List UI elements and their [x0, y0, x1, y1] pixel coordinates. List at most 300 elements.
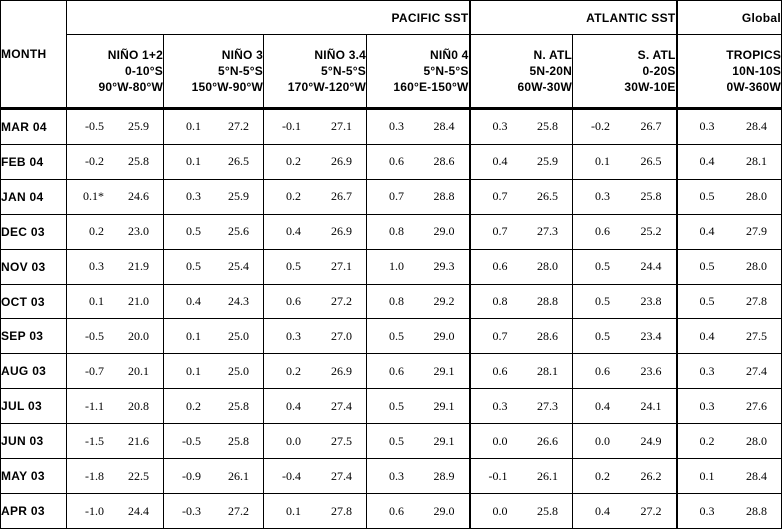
anomaly-value: 0.1 — [186, 154, 201, 169]
value-cell — [67, 354, 164, 389]
value-cell — [67, 109, 164, 145]
region-lat: 5N-20N — [529, 64, 573, 78]
anomaly-value: 0.3 — [389, 119, 404, 134]
sst-value: 26.2 — [640, 468, 662, 483]
anomaly-value: 0.5 — [595, 328, 611, 343]
value-cell — [367, 459, 470, 494]
sst-value: 27.8 — [331, 503, 352, 518]
value-cell — [573, 249, 677, 284]
anomaly-value: 0.7 — [492, 189, 508, 204]
value-cell — [264, 109, 367, 145]
value-cell — [67, 459, 164, 494]
sst-value: 28.4 — [746, 119, 768, 134]
value-cell — [367, 389, 470, 424]
anomaly-value: 0.7 — [492, 224, 508, 239]
month-cell: SEP 03 — [1, 319, 67, 354]
region-name: N. ATL — [533, 48, 573, 62]
sst-value: 25.0 — [228, 363, 249, 378]
anomaly-value: 0.5 — [286, 259, 301, 274]
value-cell — [264, 389, 367, 424]
table-row — [1, 354, 782, 389]
month-cell: JUN 03 — [1, 424, 67, 459]
value-cell — [573, 424, 677, 459]
value-cell — [367, 249, 470, 284]
anomaly-value: 0.6 — [595, 363, 611, 378]
sst-value: 27.2 — [640, 503, 662, 518]
value-cell — [67, 284, 164, 319]
sst-value: 26.5 — [228, 154, 249, 169]
value-cell — [164, 494, 264, 529]
value-cell — [67, 424, 164, 459]
sst-value: 28.0 — [746, 189, 768, 204]
sst-value: 27.3 — [537, 224, 559, 239]
month-cell: MAR 04 — [1, 109, 67, 145]
value-cell — [164, 389, 264, 424]
sst-value: 27.2 — [228, 119, 249, 134]
value-cell — [264, 214, 367, 249]
region-lon: 60W-30W — [517, 80, 573, 94]
anomaly-value: 0.0 — [286, 433, 301, 448]
anomaly-value: 0.5 — [699, 294, 715, 309]
month-cell: JUL 03 — [1, 389, 67, 424]
sst-value: 25.8 — [537, 503, 559, 518]
value-cell — [677, 494, 782, 529]
sst-value: 27.3 — [537, 398, 559, 413]
value-cell — [264, 179, 367, 214]
value-cell — [367, 424, 470, 459]
sst-value: 27.2 — [331, 294, 352, 309]
anomaly-value: 0.0 — [492, 433, 508, 448]
sst-value: 29.0 — [433, 503, 455, 518]
sst-value: 24.4 — [128, 503, 149, 518]
sst-value: 28.9 — [433, 468, 455, 483]
anomaly-value: 0.7 — [492, 328, 508, 343]
anomaly-value: 0.3 — [699, 398, 715, 413]
anomaly-value: 0.3 — [699, 119, 715, 134]
region-name: NIÑO 3.4 — [314, 48, 366, 62]
sst-value: 27.8 — [746, 294, 768, 309]
table-row — [1, 389, 782, 424]
sst-value: 20.0 — [128, 328, 149, 343]
anomaly-value: 0.8 — [492, 294, 508, 309]
value-cell — [164, 354, 264, 389]
anomaly-value: 0.2 — [699, 433, 715, 448]
anomaly-value: 0.1 — [286, 503, 301, 518]
anomaly-value: 0.1 — [699, 468, 715, 483]
anomaly-value: 0.2 — [89, 224, 104, 239]
month-cell: OCT 03 — [1, 284, 67, 319]
sst-value: 27.1 — [331, 259, 352, 274]
sst-value: 24.1 — [640, 398, 662, 413]
pacific-sst-header: PACIFIC SST — [67, 1, 470, 35]
value-cell — [367, 109, 470, 145]
sst-value: 27.2 — [228, 503, 249, 518]
value-cell — [264, 319, 367, 354]
anomaly-value: -0.5 — [85, 328, 104, 343]
region-lon: 30W-10E — [624, 80, 676, 94]
value-cell — [164, 109, 264, 145]
value-cell — [677, 109, 782, 145]
anomaly-value: 0.5 — [186, 224, 201, 239]
value-cell — [67, 144, 164, 179]
value-cell — [470, 214, 573, 249]
anomaly-value: 0.1 — [595, 154, 611, 169]
month-cell: APR 03 — [1, 494, 67, 529]
table-row — [1, 109, 782, 145]
sst-value: 28.1 — [537, 363, 559, 378]
value-cell — [264, 494, 367, 529]
sst-value: 28.8 — [746, 503, 768, 518]
sst-value: 24.4 — [640, 259, 662, 274]
value-cell — [264, 284, 367, 319]
sst-value: 26.1 — [537, 468, 559, 483]
anomaly-value: 0.5 — [595, 294, 611, 309]
value-cell — [573, 284, 677, 319]
sst-value: 26.9 — [331, 224, 352, 239]
region-lon: 170°W-120°W — [287, 80, 366, 94]
value-cell — [470, 459, 573, 494]
value-cell — [164, 179, 264, 214]
value-cell — [470, 389, 573, 424]
sst-value: 26.6 — [537, 433, 559, 448]
sst-value: 26.5 — [640, 154, 662, 169]
region-lon: 90°W-80°W — [98, 80, 163, 94]
anomaly-value: -0.7 — [85, 363, 104, 378]
sst-value: 29.0 — [433, 224, 455, 239]
anomaly-value: 0.3 — [389, 468, 404, 483]
anomaly-value: 0.3 — [595, 189, 611, 204]
region-lon: 0W-360W — [726, 80, 782, 94]
month-cell: JAN 04 — [1, 179, 67, 214]
sst-value: 25.8 — [640, 189, 662, 204]
region-header-nino12 — [67, 35, 164, 109]
anomaly-value: 1.0 — [389, 259, 404, 274]
anomaly-value: 0.6 — [595, 224, 611, 239]
sst-value: 29.1 — [433, 363, 455, 378]
region-lon: 150°W-90°W — [191, 80, 263, 94]
sst-value: 28.6 — [537, 328, 559, 343]
anomaly-value: 0.1 — [186, 328, 201, 343]
anomaly-value: 0.3 — [286, 328, 301, 343]
region-lat: 5°N-5°S — [217, 64, 263, 78]
anomaly-value: 0.6 — [389, 154, 404, 169]
anomaly-value: 0.3 — [699, 503, 715, 518]
table-row — [1, 179, 782, 214]
sst-value: 29.3 — [433, 259, 455, 274]
value-cell — [67, 319, 164, 354]
region-lat: 0-10°S — [124, 64, 163, 78]
sst-value: 25.2 — [640, 224, 662, 239]
anomaly-value: -1.0 — [85, 503, 104, 518]
anomaly-value: -0.4 — [282, 468, 301, 483]
sst-value: 28.8 — [433, 189, 455, 204]
anomaly-value: 0.5 — [699, 259, 715, 274]
sst-value: 23.4 — [640, 328, 662, 343]
table-row — [1, 214, 782, 249]
value-cell — [677, 319, 782, 354]
value-cell — [677, 144, 782, 179]
region-lat: 0-20S — [642, 64, 676, 78]
anomaly-value: -0.9 — [182, 468, 201, 483]
anomaly-value: 0.6 — [492, 259, 508, 274]
sst-value: 26.5 — [537, 189, 559, 204]
region-header-tropics — [677, 35, 782, 109]
value-cell — [573, 354, 677, 389]
month-cell: MAY 03 — [1, 459, 67, 494]
value-cell — [67, 179, 164, 214]
sst-value: 25.8 — [128, 154, 149, 169]
month-cell: AUG 03 — [1, 354, 67, 389]
value-cell — [573, 214, 677, 249]
sst-value: 24.9 — [640, 433, 662, 448]
anomaly-value: 0.3 — [492, 398, 508, 413]
value-cell — [367, 284, 470, 319]
value-cell — [164, 144, 264, 179]
value-cell — [677, 249, 782, 284]
anomaly-value: 0.2 — [286, 189, 301, 204]
value-cell — [677, 424, 782, 459]
sst-value: 26.9 — [331, 154, 352, 169]
anomaly-value: 0.1 — [186, 363, 201, 378]
anomaly-value: 0.3 — [492, 119, 508, 134]
anomaly-value: 0.4 — [286, 398, 301, 413]
anomaly-value: -0.1 — [282, 119, 301, 134]
sst-value: 24.6 — [128, 189, 149, 204]
sst-value: 27.4 — [331, 398, 352, 413]
sst-value: 29.1 — [433, 398, 455, 413]
sst-table-body — [1, 109, 782, 529]
global-header: Global — [677, 1, 782, 35]
sst-value: 21.6 — [128, 433, 149, 448]
table-row — [1, 284, 782, 319]
sst-value: 25.4 — [228, 259, 249, 274]
anomaly-value: 0.4 — [595, 398, 611, 413]
sst-value: 21.0 — [128, 294, 149, 309]
sst-value: 25.9 — [537, 154, 559, 169]
sst-value: 29.0 — [433, 328, 455, 343]
anomaly-value: 0.4 — [699, 224, 715, 239]
anomaly-value: 0.8 — [389, 294, 404, 309]
table-row — [1, 249, 782, 284]
anomaly-value: 0.4 — [699, 328, 715, 343]
sst-value: 25.6 — [228, 224, 249, 239]
value-cell — [264, 249, 367, 284]
anomaly-value: 0.1* — [83, 189, 104, 204]
value-cell — [470, 284, 573, 319]
anomaly-value: 0.5 — [186, 259, 201, 274]
value-cell — [573, 494, 677, 529]
anomaly-value: 0.5 — [389, 433, 404, 448]
sst-value: 28.8 — [537, 294, 559, 309]
value-cell — [67, 494, 164, 529]
region-header-s-atl — [573, 35, 677, 109]
region-name: NIÑO 1+2 — [107, 48, 163, 62]
value-cell — [677, 354, 782, 389]
region-header-nino3 — [164, 35, 264, 109]
table-row — [1, 319, 782, 354]
value-cell — [264, 424, 367, 459]
region-header-nino34 — [264, 35, 367, 109]
anomaly-value: 0.5 — [389, 398, 404, 413]
region-name: NIÑ0 4 — [429, 48, 469, 62]
sst-value: 25.8 — [537, 119, 559, 134]
sst-value: 25.9 — [228, 189, 249, 204]
region-header-row — [1, 35, 782, 109]
anomaly-value: -0.3 — [182, 503, 201, 518]
anomaly-value: 0.3 — [186, 189, 201, 204]
anomaly-value: 0.8 — [389, 224, 404, 239]
anomaly-value: 0.0 — [492, 503, 508, 518]
value-cell — [164, 319, 264, 354]
value-cell — [164, 249, 264, 284]
region-lon: 160°E-150°W — [393, 80, 469, 94]
sst-value: 22.5 — [128, 468, 149, 483]
value-cell — [470, 179, 573, 214]
sst-value: 25.8 — [228, 398, 249, 413]
sst-value: 20.8 — [128, 398, 149, 413]
region-lat: 5°N-5°S — [320, 64, 366, 78]
value-cell — [470, 319, 573, 354]
anomaly-value: 0.2 — [595, 468, 611, 483]
sst-value: 26.9 — [331, 363, 352, 378]
sst-value: 26.7 — [640, 119, 662, 134]
anomaly-value: 0.4 — [699, 154, 715, 169]
value-cell — [573, 389, 677, 424]
anomaly-value: 0.4 — [286, 224, 301, 239]
value-cell — [573, 319, 677, 354]
region-name: NIÑO 3 — [221, 48, 263, 62]
sst-value: 29.2 — [433, 294, 455, 309]
anomaly-value: 0.6 — [286, 294, 301, 309]
region-name: S. ATL — [637, 48, 676, 62]
sst-value: 27.4 — [746, 363, 768, 378]
sst-value: 27.9 — [746, 224, 768, 239]
anomaly-value: 0.5 — [699, 189, 715, 204]
sst-value: 27.5 — [746, 328, 768, 343]
month-cell: FEB 04 — [1, 144, 67, 179]
region-header-nino4 — [367, 35, 470, 109]
value-cell — [164, 459, 264, 494]
value-cell — [367, 319, 470, 354]
group-header-row — [1, 1, 782, 35]
value-cell — [470, 424, 573, 459]
anomaly-value: 0.1 — [186, 119, 201, 134]
value-cell — [67, 389, 164, 424]
anomaly-value: 0.2 — [186, 398, 201, 413]
value-cell — [264, 354, 367, 389]
anomaly-value: 0.6 — [389, 363, 404, 378]
sst-value: 20.1 — [128, 363, 149, 378]
sst-value: 27.1 — [331, 119, 352, 134]
anomaly-value: -0.2 — [591, 119, 611, 134]
value-cell — [573, 459, 677, 494]
region-lat: 5°N-5°S — [423, 64, 469, 78]
value-cell — [67, 214, 164, 249]
value-cell — [677, 179, 782, 214]
anomaly-value: 0.6 — [492, 363, 508, 378]
region-name: TROPICS — [726, 48, 782, 62]
anomaly-value: 0.4 — [186, 294, 201, 309]
sst-value: 27.6 — [746, 398, 768, 413]
anomaly-value: 0.1 — [89, 294, 104, 309]
anomaly-value: 0.6 — [389, 503, 404, 518]
anomaly-value: 0.2 — [286, 363, 301, 378]
anomaly-value: 0.3 — [699, 363, 715, 378]
table-row — [1, 144, 782, 179]
anomaly-value: -0.1 — [488, 468, 508, 483]
sst-value: 23.0 — [128, 224, 149, 239]
sst-value: 28.0 — [746, 433, 768, 448]
anomaly-value: -0.5 — [85, 119, 104, 134]
value-cell — [367, 494, 470, 529]
value-cell — [67, 249, 164, 284]
anomaly-value: 0.5 — [595, 259, 611, 274]
sst-value: 25.0 — [228, 328, 249, 343]
value-cell — [677, 214, 782, 249]
anomaly-value: 0.4 — [595, 503, 611, 518]
anomaly-value: -1.8 — [85, 468, 104, 483]
sst-value: 28.1 — [746, 154, 768, 169]
value-cell — [264, 144, 367, 179]
sst-value: 29.1 — [433, 433, 455, 448]
value-cell — [367, 179, 470, 214]
sst-value: 25.8 — [228, 433, 249, 448]
value-cell — [470, 144, 573, 179]
anomaly-value: -0.2 — [85, 154, 104, 169]
value-cell — [573, 109, 677, 145]
anomaly-value: 0.2 — [286, 154, 301, 169]
sst-value: 21.9 — [128, 259, 149, 274]
sst-value: 28.0 — [537, 259, 559, 274]
value-cell — [470, 249, 573, 284]
anomaly-value: -1.1 — [85, 398, 104, 413]
anomaly-value: 0.7 — [389, 189, 404, 204]
anomaly-value: 0.0 — [595, 433, 611, 448]
sst-value: 28.4 — [746, 468, 768, 483]
sst-value: 25.9 — [128, 119, 149, 134]
region-lat: 10N-10S — [732, 64, 782, 78]
anomaly-value: -0.5 — [182, 433, 201, 448]
value-cell — [367, 354, 470, 389]
sst-value: 24.3 — [228, 294, 249, 309]
value-cell — [470, 109, 573, 145]
value-cell — [164, 284, 264, 319]
value-cell — [264, 459, 367, 494]
sst-value: 27.0 — [331, 328, 352, 343]
value-cell — [470, 354, 573, 389]
value-cell — [367, 214, 470, 249]
month-cell: NOV 03 — [1, 249, 67, 284]
sst-value: 28.0 — [746, 259, 768, 274]
anomaly-value: 0.5 — [389, 328, 404, 343]
value-cell — [677, 284, 782, 319]
sst-value: 26.1 — [228, 468, 249, 483]
value-cell — [470, 494, 573, 529]
table-row — [1, 459, 782, 494]
value-cell — [573, 179, 677, 214]
value-cell — [164, 214, 264, 249]
value-cell — [367, 144, 470, 179]
sst-value: 26.7 — [331, 189, 352, 204]
table-row — [1, 424, 782, 459]
value-cell — [677, 389, 782, 424]
anomaly-value: 0.4 — [492, 154, 508, 169]
month-header: MONTH — [1, 1, 67, 109]
sst-value: 27.4 — [331, 468, 352, 483]
anomaly-value: -1.5 — [85, 433, 104, 448]
sst-value: 28.4 — [433, 119, 455, 134]
month-cell: DEC 03 — [1, 214, 67, 249]
